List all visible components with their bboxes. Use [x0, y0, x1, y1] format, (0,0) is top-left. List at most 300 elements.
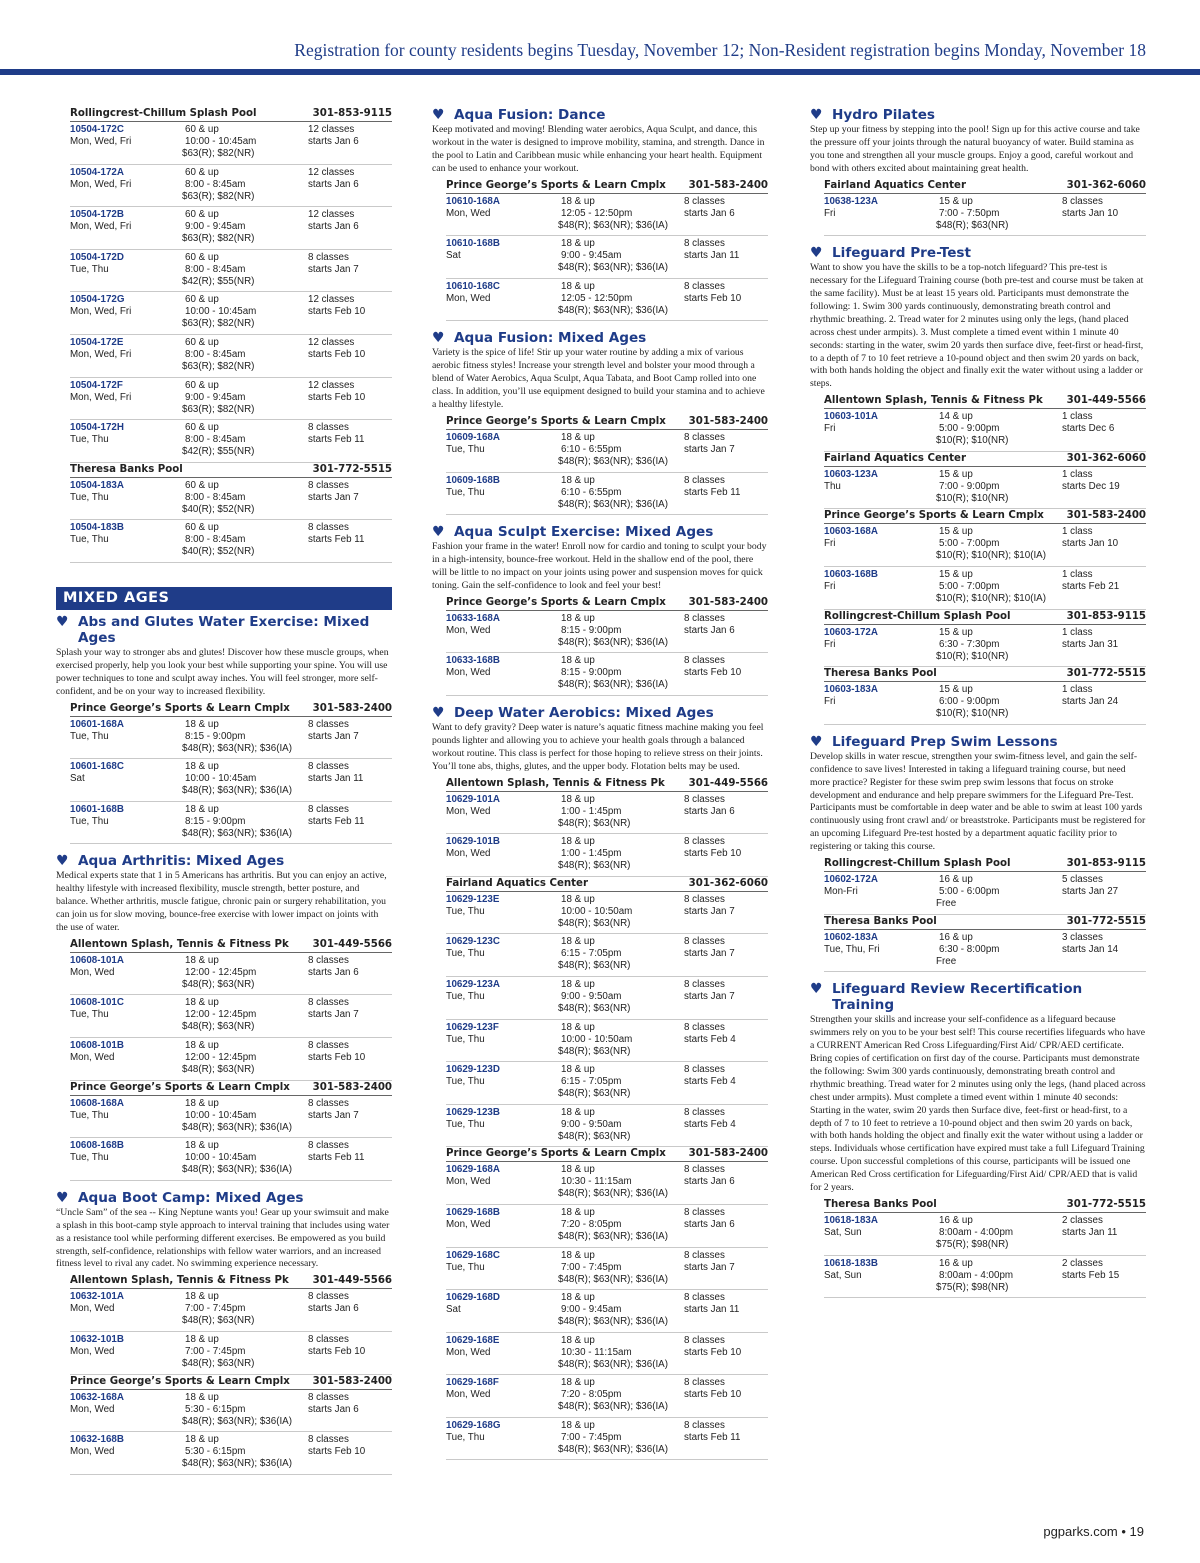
class-fee: $48(R); $63(NR): [558, 860, 631, 872]
class-time: 10:30 - 11:15am: [561, 1346, 632, 1358]
class-time: 7:20 - 8:05pm: [561, 1389, 622, 1401]
class-count: 12 classes: [308, 124, 355, 135]
class-time: 7:00 - 7:45pm: [561, 1261, 622, 1273]
class-count: 8 classes: [308, 761, 349, 773]
class-fee: $48(R); $63(NR); $36(IA): [558, 1401, 668, 1413]
heart-icon: ♥: [56, 613, 69, 630]
class-count: 1 class: [1062, 526, 1093, 538]
start-date: starts Feb 10: [684, 292, 742, 304]
age-range: 60 & up: [185, 522, 219, 534]
program-title-text: Hydro Pilates: [832, 107, 936, 123]
class-count: 12 classes: [308, 209, 355, 221]
class-time: 10:00 - 10:45am: [185, 306, 257, 318]
age-range: 18 & up: [185, 997, 219, 1009]
class-count: 1 class: [1062, 411, 1093, 423]
age-range: 18 & up: [561, 1377, 595, 1389]
class-time: 7:00 - 7:50pm: [939, 207, 1000, 219]
program-title: [56, 853, 392, 869]
class-fee: $75(R); $98(NR): [936, 1238, 1009, 1250]
facility-name: Allentown Splash, Tennis & Fitness Pk: [70, 1275, 289, 1287]
age-range: 18 & up: [561, 978, 595, 990]
course-code: 10632-101A: [70, 1291, 124, 1303]
course-code: 10601-168B: [70, 803, 124, 815]
start-date: starts Jan 6: [684, 805, 735, 817]
start-date: starts Feb 4: [684, 1033, 736, 1045]
class-count: 8 classes: [684, 612, 725, 624]
class-count: 8 classes: [308, 1040, 349, 1052]
class-days: Mon, Wed: [446, 1218, 491, 1230]
facility-phone: 301-583-2400: [312, 702, 392, 714]
facility-header: [824, 1198, 1146, 1213]
class-time: 1:00 - 1:45pm: [561, 805, 622, 817]
facility-name: Prince George’s Sports & Learn Cmplx: [70, 1081, 290, 1093]
age-range: 18 & up: [185, 718, 219, 730]
course-code: 10609-168A: [446, 431, 500, 443]
start-date: starts Feb 10: [308, 348, 366, 360]
class-row: [446, 1418, 768, 1461]
facility-phone: 301-853-9115: [1066, 858, 1146, 870]
course-code: 10610-168A: [446, 195, 500, 207]
class-count: 8 classes: [684, 1164, 725, 1176]
class-time: 7:20 - 8:05pm: [561, 1218, 622, 1230]
age-range: 18 & up: [561, 836, 595, 848]
course-code: 10504-172G: [70, 294, 125, 306]
start-date: starts Jan 31: [1062, 638, 1119, 650]
column-3: [810, 107, 1146, 1298]
class-count: 12 classes: [308, 294, 355, 306]
age-range: 18 & up: [561, 474, 595, 486]
start-date: starts Feb 11: [308, 534, 365, 546]
course-code: 10632-168B: [70, 1434, 124, 1446]
age-range: 18 & up: [185, 1333, 219, 1345]
facility-name: Theresa Banks Pool: [824, 668, 937, 680]
class-days: Mon, Wed: [70, 1303, 115, 1315]
class-count: 8 classes: [308, 954, 349, 966]
start-date: starts Jan 7: [308, 1009, 359, 1021]
class-row: [70, 420, 392, 463]
class-row: [70, 378, 392, 421]
course-code: 10610-168B: [446, 238, 500, 250]
class-days: Mon, Wed: [446, 207, 491, 219]
class-fee: $48(R); $63(NR); $36(IA): [182, 1121, 292, 1133]
class-time: 9:00 - 9:50am: [561, 990, 622, 1002]
heart-icon: ♥: [432, 524, 445, 541]
age-range: 18 & up: [185, 954, 219, 966]
start-date: starts Jan 11: [1062, 1226, 1118, 1238]
course-code: 10608-168B: [70, 1140, 124, 1152]
class-fee: $48(R); $63(NR); $36(IA): [558, 1230, 668, 1242]
facility-name: Allentown Splash, Tennis & Fitness Pk: [824, 395, 1043, 407]
age-range: 15 & up: [939, 195, 973, 207]
age-range: 60 & up: [185, 124, 219, 135]
start-date: starts Jan 6: [684, 1218, 735, 1230]
facility-phone: 301-583-2400: [688, 415, 768, 427]
program-title: [810, 245, 1146, 261]
facility-header: [446, 777, 768, 792]
age-range: 60 & up: [185, 479, 219, 491]
age-range: 18 & up: [561, 431, 595, 443]
heart-icon: ♥: [810, 733, 823, 750]
class-time: 8:00 - 8:45am: [185, 263, 246, 275]
start-date: starts Jan 7: [308, 1109, 359, 1121]
class-fee: $48(R); $63(NR); $36(IA): [182, 742, 292, 754]
class-count: 2 classes: [1062, 1214, 1103, 1226]
program-description: Variety is the spice of life! Stir up your water routine by adding a mix of various aerobic fitness styles! Increase your strength level and bolster your mood through a blend of Water Aerobics, Aqua Sculpt, Aqua Tabata, and Boot Camp rolled into one class. In addition, you’ll use equipment designed to build your stamina and to achieve a healthy lifestyle.: [432, 347, 765, 411]
course-code: 10629-123C: [446, 936, 500, 948]
age-range: 18 & up: [185, 1434, 219, 1446]
class-fee: $48(R); $63(NR): [558, 917, 631, 929]
class-count: 12 classes: [308, 379, 355, 391]
class-row: [824, 1256, 1146, 1299]
age-range: 60 & up: [185, 336, 219, 348]
class-count: 8 classes: [308, 718, 349, 730]
class-count: 8 classes: [684, 195, 725, 207]
facility-header: [70, 107, 392, 122]
start-date: starts Jan 6: [684, 207, 735, 219]
class-time: 6:15 - 7:05pm: [561, 948, 622, 960]
course-code: 10629-123E: [446, 893, 500, 905]
class-time: 1:00 - 1:45pm: [561, 848, 622, 860]
class-days: Sat: [446, 1304, 461, 1316]
class-time: 5:00 - 9:00pm: [939, 423, 1000, 435]
class-row: [70, 292, 392, 335]
class-count: 8 classes: [684, 474, 725, 486]
class-row: [70, 802, 392, 845]
class-row: [446, 653, 768, 696]
class-time: 9:00 - 9:50am: [561, 1118, 622, 1130]
class-days: Tue, Thu: [446, 990, 485, 1002]
class-row: [70, 1096, 392, 1139]
age-range: 18 & up: [561, 238, 595, 250]
age-range: 18 & up: [561, 793, 595, 805]
class-row: [824, 409, 1146, 452]
start-date: starts Jan 10: [1062, 207, 1119, 219]
facility-header: [824, 610, 1146, 625]
class-fee: $48(R); $63(NR); $36(IA): [558, 455, 668, 467]
program-title-text: Deep Water Aerobics: Mixed Ages: [454, 704, 714, 721]
class-count: 8 classes: [684, 836, 725, 848]
program-description: Fashion your frame in the water! Enroll now for cardio and toning to sculpt your body in a high-intensity, bounce-free workout. Held in the shallow end of the pool, there will be little to no impact on your joints using power and suspension moves for quick toning. Gain the self-confidence to look and feel your best!: [432, 541, 767, 591]
class-count: 8 classes: [308, 1291, 349, 1303]
class-time: 10:00 - 10:45am: [185, 136, 257, 147]
course-code: 10629-168C: [446, 1249, 500, 1261]
section-banner: MIXED AGES: [56, 587, 392, 610]
class-days: Mon, Wed: [446, 1346, 491, 1358]
course-code: 10504-172C: [70, 124, 124, 135]
class-count: 8 classes: [684, 1064, 725, 1076]
heart-icon: ♥: [432, 330, 445, 347]
start-date: starts Jan 11: [684, 1304, 740, 1316]
class-row: [70, 1432, 392, 1475]
course-code: 10610-168C: [446, 280, 500, 292]
program-title-text: Aqua Fusion: Dance: [454, 107, 606, 123]
class-count: 1 class: [1062, 569, 1093, 581]
start-date: starts Dec 6: [1062, 423, 1115, 435]
class-days: Tue, Thu: [70, 1009, 109, 1021]
facility-name: Fairland Aquatics Center: [446, 877, 588, 889]
heart-icon: ♥: [56, 1189, 69, 1206]
age-range: 18 & up: [561, 1106, 595, 1118]
class-row: [70, 1289, 392, 1332]
program-title-text: Aqua Fusion: Mixed Ages: [454, 330, 647, 347]
facility-header: [824, 452, 1146, 467]
age-range: 60 & up: [185, 209, 219, 221]
class-time: 8:15 - 9:00pm: [185, 730, 246, 742]
facility-phone: 301-449-5566: [688, 777, 768, 789]
age-range: 18 & up: [561, 1206, 595, 1218]
class-count: 8 classes: [684, 793, 725, 805]
class-row: [446, 1333, 768, 1376]
course-code: 10504-172H: [70, 422, 124, 434]
class-row: [70, 165, 392, 208]
course-code: 10632-168A: [70, 1391, 124, 1403]
start-date: starts Feb 21: [1062, 581, 1120, 593]
age-range: 18 & up: [561, 893, 595, 905]
age-range: 18 & up: [185, 1391, 219, 1403]
class-time: 6:10 - 6:55pm: [561, 486, 622, 498]
program-title: [432, 524, 768, 540]
class-time: 7:00 - 7:45pm: [185, 1345, 246, 1357]
course-code: 10504-172D: [70, 251, 124, 263]
facility-phone: 301-449-5566: [312, 938, 392, 950]
course-code: 10603-183A: [824, 684, 878, 696]
course-code: 10629-123A: [446, 978, 500, 990]
course-code: 10632-101B: [70, 1333, 124, 1345]
facility-name: Allentown Splash, Tennis & Fitness Pk: [446, 777, 665, 789]
class-time: 12:00 - 12:45pm: [185, 1009, 257, 1021]
class-time: 8:15 - 9:00pm: [561, 667, 622, 679]
facility-phone: 301-362-6060: [1066, 452, 1146, 464]
start-date: starts Feb 10: [308, 1345, 366, 1357]
age-range: 15 & up: [939, 468, 973, 480]
class-days: Tue, Thu: [70, 815, 109, 827]
class-fee: $48(R); $63(NR); $36(IA): [558, 679, 668, 691]
class-time: 7:00 - 7:45pm: [561, 1431, 622, 1443]
class-row: [824, 682, 1146, 725]
heart-icon: ♥: [432, 704, 445, 721]
class-fee: Free: [936, 955, 957, 967]
class-time: 7:00 - 7:45pm: [185, 1303, 246, 1315]
start-date: starts Feb 10: [308, 1446, 366, 1458]
start-date: starts Dec 19: [1062, 480, 1120, 492]
course-code: 10608-101C: [70, 997, 124, 1009]
start-date: starts Jan 7: [684, 948, 735, 960]
course-code: 10504-183A: [70, 479, 124, 491]
facility-name: Rollingcrest-Chillum Splash Pool: [70, 108, 257, 119]
class-fee: Free: [936, 898, 957, 910]
course-code: 10603-168A: [824, 526, 878, 538]
class-days: Mon, Wed: [446, 292, 491, 304]
heart-icon: ♥: [810, 245, 823, 262]
class-fee: $42(R); $55(NR): [182, 275, 255, 287]
course-code: 10633-168B: [446, 655, 500, 667]
class-row: [446, 1062, 768, 1105]
program-title-text: Lifeguard Prep Swim Lessons: [832, 733, 1058, 750]
start-date: starts Feb 10: [308, 306, 366, 318]
class-time: 6:10 - 6:55pm: [561, 443, 622, 455]
class-days: Tue, Thu: [70, 1152, 109, 1164]
program-title: [810, 734, 1146, 750]
facility-name: Prince George’s Sports & Learn Cmplx: [824, 510, 1044, 522]
class-time: 8:00 - 8:45am: [185, 434, 246, 446]
program-title-text: Lifeguard Pre-Test: [832, 245, 972, 262]
class-count: 8 classes: [684, 280, 725, 292]
course-code: 10602-172A: [824, 874, 878, 886]
class-days: Fri: [824, 538, 836, 550]
facility-phone: 301-583-2400: [688, 596, 768, 608]
facility-header: [446, 877, 768, 892]
class-time: 10:00 - 10:50am: [561, 1033, 633, 1045]
class-days: Tue, Thu: [446, 1261, 485, 1273]
class-days: Tue, Thu: [70, 534, 109, 546]
class-time: 12:05 - 12:50pm: [561, 292, 633, 304]
facility-phone: 301-853-9115: [312, 108, 392, 119]
class-count: 8 classes: [684, 1377, 725, 1389]
age-range: 18 & up: [185, 803, 219, 815]
class-row: [70, 759, 392, 802]
class-fee: $10(R); $10(NR): [936, 650, 1009, 662]
class-count: 8 classes: [308, 251, 349, 263]
class-days: Fri: [824, 207, 836, 219]
start-date: starts Feb 11: [684, 1431, 741, 1443]
program-description: Develop skills in water rescue, strengthen your swim-fitness level, and gain the self-confidence to save lives! Interested in taking a lifeguard training course, but need more practice? Register for these swim prep swim lessons that focus on stroke development and endurance and help prepare swimmers for the Lifeguard Pre-Test. Participants must be comfortable in deep water and be able to swim at least 100 yards continuously using front crawl and/ or breaststroke. Participants must be registered for an upcoming Lifeguard Pre-test hosted by a department aquatic facility prior to registering or taking this course.: [810, 750, 1146, 853]
facility-header: [824, 179, 1146, 194]
age-range: 18 & up: [561, 655, 595, 667]
class-row: [446, 834, 768, 877]
class-days: Mon, Wed, Fri: [70, 221, 132, 233]
class-days: Mon, Wed, Fri: [70, 348, 132, 360]
facility-phone: 301-583-2400: [688, 1148, 768, 1160]
class-days: Tue, Thu: [446, 443, 485, 455]
class-time: 8:00 - 8:45am: [185, 491, 246, 503]
class-count: 8 classes: [308, 803, 349, 815]
start-date: starts Jan 7: [308, 491, 359, 503]
class-fee: $48(R); $63(NR): [182, 1064, 255, 1076]
facility-header: [824, 857, 1146, 872]
class-row: [70, 1390, 392, 1433]
class-row: [70, 335, 392, 378]
class-time: 6:15 - 7:05pm: [561, 1076, 622, 1088]
class-fee: $48(R); $63(NR): [558, 1088, 631, 1100]
class-row: [824, 524, 1146, 567]
program-title: [432, 107, 768, 123]
program-title-text: Aqua Arthritis: Mixed Ages: [78, 853, 285, 870]
age-range: 60 & up: [185, 166, 219, 178]
age-range: 15 & up: [939, 626, 973, 638]
facility-header: [70, 1375, 392, 1390]
age-range: 18 & up: [561, 1419, 595, 1431]
class-fee: $48(R); $63(NR); $36(IA): [558, 1443, 668, 1455]
start-date: starts Jan 6: [684, 624, 735, 636]
age-range: 18 & up: [561, 1021, 595, 1033]
course-code: 10504-183B: [70, 522, 124, 534]
program-title-text: Abs and Glutes Water Exercise: Mixed Ages: [78, 613, 370, 646]
class-time: 10:00 - 10:50am: [561, 905, 633, 917]
course-code: 10603-168B: [824, 569, 878, 581]
class-time: 9:00 - 9:45am: [561, 1304, 622, 1316]
facility-phone: 301-362-6060: [688, 877, 768, 889]
age-range: 15 & up: [939, 569, 973, 581]
class-time: 8:00 - 8:45am: [185, 348, 246, 360]
age-range: 18 & up: [185, 1040, 219, 1052]
facility-header: [70, 463, 392, 478]
facility-header: [446, 179, 768, 194]
class-count: 8 classes: [684, 1292, 725, 1304]
class-row: [446, 934, 768, 977]
facility-name: Theresa Banks Pool: [70, 463, 183, 475]
class-days: Tue, Thu: [446, 905, 485, 917]
class-days: Mon, Wed, Fri: [70, 391, 132, 403]
class-count: 1 class: [1062, 468, 1093, 480]
class-days: Tue, Thu: [70, 263, 109, 275]
class-fee: $10(R); $10(NR): [936, 708, 1009, 720]
course-code: 10629-168G: [446, 1419, 501, 1431]
class-fee: $48(R); $63(NR): [182, 978, 255, 990]
age-range: 15 & up: [939, 526, 973, 538]
column-2: [432, 107, 768, 1460]
course-code: 10603-101A: [824, 411, 878, 423]
course-code: 10629-168D: [446, 1292, 500, 1304]
course-code: 10601-168C: [70, 761, 124, 773]
program-title: [56, 614, 392, 646]
class-fee: $48(R); $63(NR): [936, 219, 1009, 231]
facility-header: [70, 1081, 392, 1096]
start-date: starts Jan 10: [1062, 538, 1119, 550]
course-code: 10603-123A: [824, 468, 878, 480]
course-code: 10638-123A: [824, 195, 878, 207]
start-date: starts Jan 6: [684, 1176, 735, 1188]
class-row: [824, 567, 1146, 610]
facility-phone: 301-772-5515: [1066, 1198, 1146, 1210]
course-code: 10609-168B: [446, 474, 500, 486]
class-row: [824, 625, 1146, 668]
class-time: 8:15 - 9:00pm: [185, 815, 246, 827]
age-range: 18 & up: [185, 761, 219, 773]
page-header: [0, 0, 1200, 80]
class-time: 9:00 - 9:45am: [185, 221, 246, 233]
class-days: Mon, Wed: [70, 1345, 115, 1357]
course-code: 10629-123F: [446, 1021, 499, 1033]
facility-header: [70, 702, 392, 717]
class-fee: $42(R); $55(NR): [182, 446, 255, 458]
age-range: 18 & up: [561, 280, 595, 292]
class-time: 8:00 - 8:45am: [185, 178, 246, 190]
course-code: 10629-168F: [446, 1377, 499, 1389]
facility-header: [824, 509, 1146, 524]
class-fee: $10(R); $10(NR): [936, 435, 1009, 447]
class-time: 9:00 - 9:45am: [561, 250, 622, 262]
program-title: [432, 330, 768, 346]
class-fee: $63(R); $82(NR): [182, 233, 255, 245]
start-date: starts Jan 11: [684, 250, 740, 262]
class-time: 10:30 - 11:15am: [561, 1176, 632, 1188]
class-row: [824, 467, 1146, 510]
class-row: [70, 953, 392, 996]
class-fee: $48(R); $63(NR); $36(IA): [558, 262, 668, 274]
facility-name: Rollingcrest-Chillum Splash Pool: [824, 858, 1011, 870]
age-range: 18 & up: [561, 1249, 595, 1261]
class-fee: $40(R); $52(NR): [182, 546, 255, 558]
class-fee: $48(R); $63(NR): [558, 960, 631, 972]
age-range: 16 & up: [939, 874, 973, 886]
class-days: Tue, Thu: [446, 1431, 485, 1443]
class-fee: $48(R); $63(NR); $36(IA): [182, 1458, 292, 1470]
facility-header: [824, 915, 1146, 930]
facility-name: Prince George’s Sports & Learn Cmplx: [70, 702, 290, 714]
class-days: Tue, Thu: [446, 486, 485, 498]
class-row: [446, 1248, 768, 1291]
facility-phone: 301-853-9115: [1066, 610, 1146, 622]
